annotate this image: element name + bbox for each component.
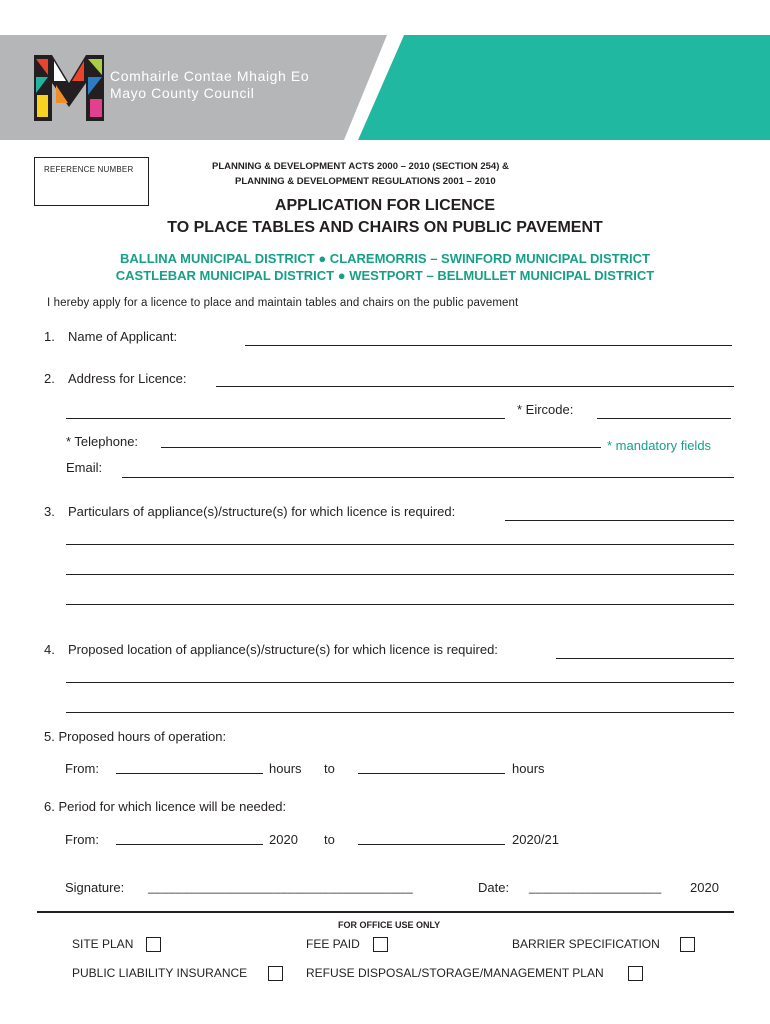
location-field-1[interactable] (556, 658, 734, 659)
barrier-specification-checkbox[interactable] (680, 937, 695, 952)
period-from-label: From: (65, 832, 99, 847)
q5-label: 5. Proposed hours of operation: (44, 729, 227, 744)
public-liability-insurance-label: PUBLIC LIABILITY INSURANCE (72, 966, 248, 980)
acts-line-1: PLANNING & DEVELOPMENT ACTS 2000 – 2010 (SECTION 254) & (212, 161, 509, 172)
hours-to-label: to (324, 761, 335, 776)
hours-from-label: From: (65, 761, 99, 776)
office-heading: FOR OFFICE USE ONLY (338, 920, 441, 930)
period-to-field[interactable] (358, 844, 505, 845)
eircode-label: * Eircode: (517, 402, 574, 417)
address-field-1[interactable] (216, 386, 734, 387)
council-name-english: Mayo County Council (110, 85, 255, 101)
hours-unit-2: hours (512, 761, 545, 776)
site-plan-label: SITE PLAN (72, 937, 134, 951)
intro-text: I hereby apply for a licence to place and maintain tables and chairs on the public pavement (47, 297, 519, 309)
q2-label: Address for Licence: (68, 371, 187, 386)
date-label: Date: (478, 880, 510, 895)
applicant-name-field[interactable] (245, 345, 732, 346)
period-year-1: 2020 (269, 832, 298, 847)
address-field-2[interactable] (66, 418, 505, 419)
particulars-field-1[interactable] (505, 520, 734, 521)
page-title: APPLICATION FOR LICENCE (274, 197, 496, 214)
period-year-2: 2020/21 (512, 832, 559, 847)
council-name-irish: Comhairle Contae Mhaigh Eo (110, 68, 310, 84)
q4-label: Proposed location of appliance(s)/structure(s) for which licence is required: (68, 642, 498, 657)
mandatory-fields-note: * mandatory fields (607, 438, 712, 453)
mayo-logo-icon (34, 55, 104, 121)
telephone-label: * Telephone: (66, 434, 139, 449)
fee-paid-checkbox[interactable] (373, 937, 388, 952)
q6-label: 6. Period for which licence will be needed: (44, 799, 287, 814)
site-plan-checkbox[interactable] (146, 937, 161, 952)
refuse-disposal-label: REFUSE DISPOSAL/STORAGE/MANAGEMENT PLAN (306, 966, 604, 980)
page-subtitle: TO PLACE TABLES AND CHAIRS ON PUBLIC PAVEMENT (167, 219, 603, 236)
q1-label: Name of Applicant: (68, 329, 178, 344)
reference-number-label: REFERENCE NUMBER (44, 165, 134, 174)
telephone-field[interactable] (161, 447, 601, 448)
particulars-field-2[interactable] (66, 544, 734, 545)
date-field[interactable]: ___________________ (529, 880, 662, 894)
hours-to-field[interactable] (358, 773, 505, 774)
email-label: Email: (66, 460, 103, 475)
signature-label: Signature: (65, 880, 125, 895)
office-divider (37, 911, 734, 913)
districts-line-2: CASTLEBAR MUNICIPAL DISTRICT ● WESTPORT – BELMULLET MUNICIPAL DISTRICT (115, 268, 655, 283)
q3-number: 3. (44, 504, 55, 519)
districts-line-1: BALLINA MUNICIPAL DISTRICT ● CLAREMORRIS – SWINFORD MUNICIPAL DISTRICT (119, 251, 650, 266)
fee-paid-label: FEE PAID (306, 937, 360, 951)
hours-unit-1: hours (269, 761, 302, 776)
period-from-field[interactable] (116, 844, 263, 845)
email-field[interactable] (122, 477, 734, 478)
signature-field[interactable]: ______________________________________ (148, 880, 414, 894)
particulars-field-4[interactable] (66, 604, 734, 605)
refuse-disposal-checkbox[interactable] (628, 966, 643, 981)
q4-number: 4. (44, 642, 55, 657)
period-to-label: to (324, 832, 335, 847)
q2-number: 2. (44, 371, 55, 386)
particulars-field-3[interactable] (66, 574, 734, 575)
public-liability-insurance-checkbox[interactable] (268, 966, 283, 981)
barrier-specification-label: BARRIER SPECIFICATION (512, 937, 660, 951)
header-banner (0, 35, 770, 140)
location-field-3[interactable] (66, 712, 734, 713)
q3-label: Particulars of appliance(s)/structure(s) for which licence is required: (68, 504, 456, 519)
q1-number: 1. (44, 329, 55, 344)
location-field-2[interactable] (66, 682, 734, 683)
hours-from-field[interactable] (116, 773, 263, 774)
date-year: 2020 (690, 880, 719, 895)
acts-line-2: PLANNING & DEVELOPMENT REGULATIONS 2001 – 2010 (235, 176, 496, 187)
eircode-field[interactable] (597, 418, 731, 419)
